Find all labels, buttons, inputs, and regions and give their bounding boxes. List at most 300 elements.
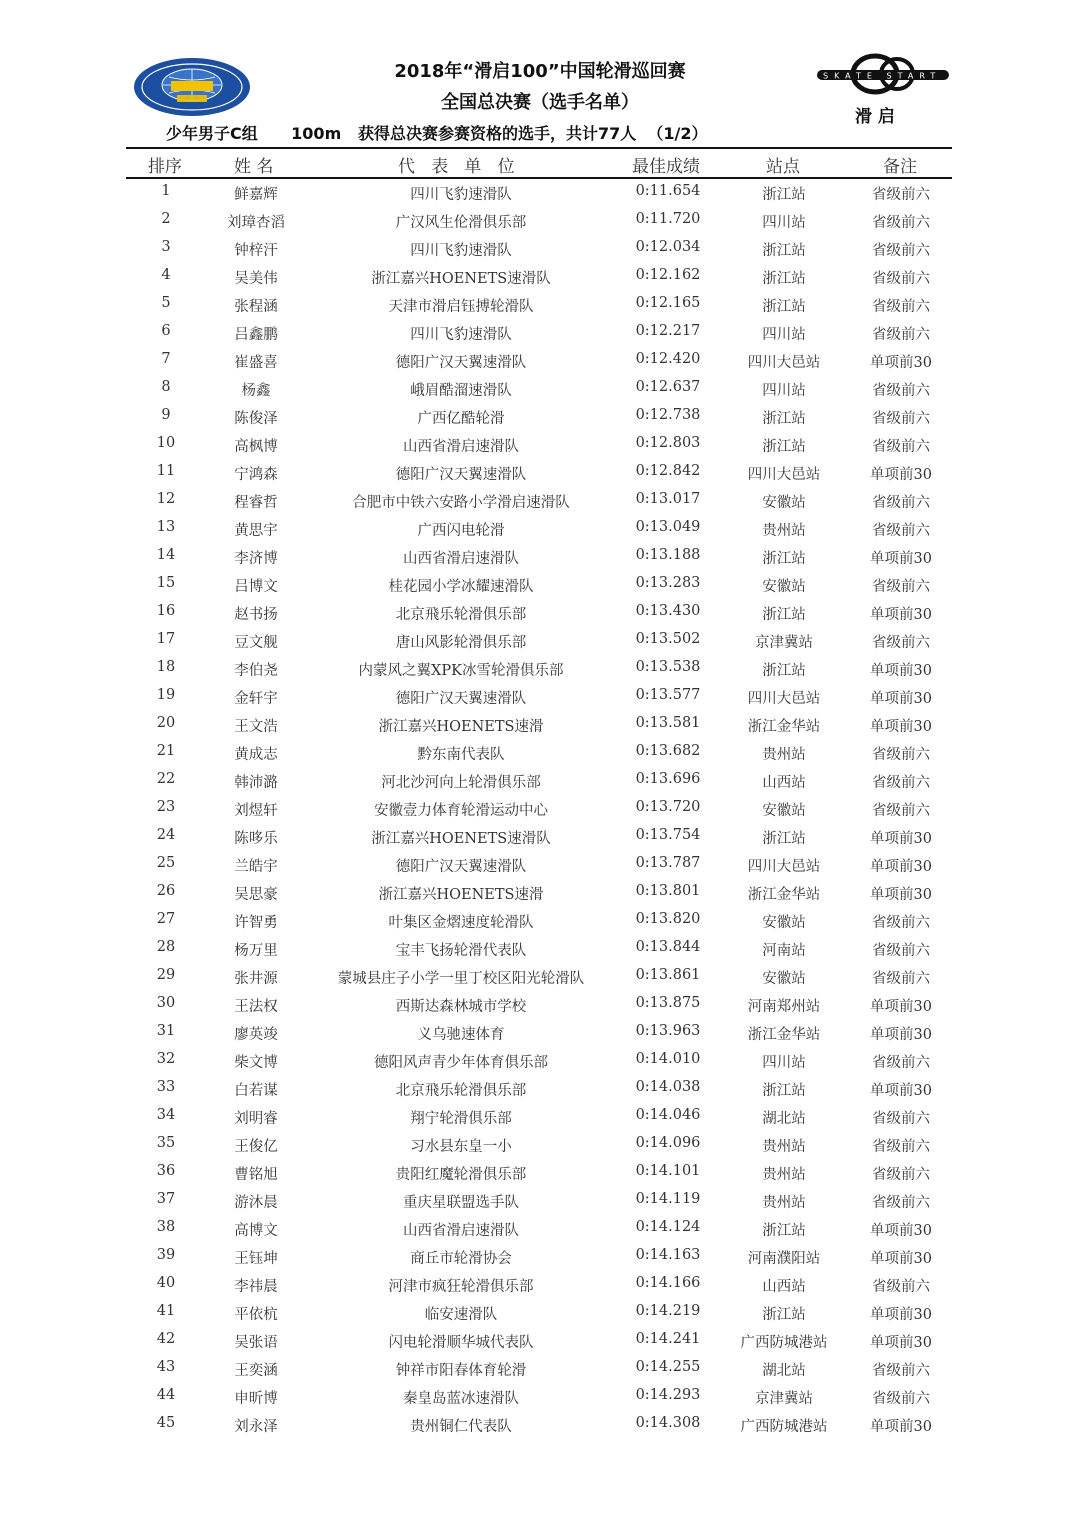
table-row <box>126 346 952 374</box>
cell-station: 浙江金华站 <box>747 719 821 735</box>
cell-time: 0:14.010 <box>635 1051 701 1067</box>
table-row <box>126 1018 952 1046</box>
cell-team: 广西亿酷轮滑 <box>417 411 505 427</box>
cell-name: 陈俊泽 <box>234 411 278 427</box>
cell-team: 安徽壹力体育轮滑运动中心 <box>374 803 548 819</box>
table-row <box>126 906 952 934</box>
cell-name: 张井源 <box>234 971 278 987</box>
cell-station: 广西防城港站 <box>740 1335 828 1351</box>
cell-team: 桂花园小学冰耀速滑队 <box>388 579 534 595</box>
cell-time: 0:14.096 <box>635 1135 701 1151</box>
cell-rank: 21 <box>156 743 176 759</box>
cell-station: 广西防城港站 <box>740 1419 828 1435</box>
cell-team: 重庆星联盟选手队 <box>403 1195 519 1211</box>
cell-team: 山西省滑启速滑队 <box>403 1223 519 1239</box>
cell-name: 王钰坤 <box>234 1251 278 1267</box>
cell-name: 程睿哲 <box>234 495 278 511</box>
table-row <box>126 430 952 458</box>
table-row <box>126 1102 952 1130</box>
cell-note: 省级前六 <box>872 971 930 987</box>
cell-name: 杨鑫 <box>241 383 271 399</box>
table-row <box>126 1214 952 1242</box>
cell-station: 浙江金华站 <box>747 1027 821 1043</box>
cell-note: 单项前30 <box>870 355 932 371</box>
cell-team: 四川飞豹速滑队 <box>410 243 512 259</box>
table-row <box>126 766 952 794</box>
cell-note: 单项前30 <box>870 607 932 623</box>
cell-time: 0:13.875 <box>635 995 701 1011</box>
cell-rank: 16 <box>156 603 176 619</box>
cell-station: 贵州站 <box>762 1195 806 1211</box>
cell-station: 河南站 <box>762 943 806 959</box>
cell-station: 四川大邑站 <box>747 467 821 483</box>
cell-name: 廖英竣 <box>234 1027 278 1043</box>
cell-rank: 5 <box>161 295 171 311</box>
cell-team: 贵州铜仁代表队 <box>410 1419 512 1435</box>
cell-station: 贵州站 <box>762 1167 806 1183</box>
cell-name: 游沐晨 <box>234 1195 278 1211</box>
cell-rank: 42 <box>156 1331 176 1347</box>
cell-name: 吴张语 <box>234 1335 278 1351</box>
cell-rank: 17 <box>156 631 176 647</box>
cell-team: 钟祥市阳春体育轮滑 <box>395 1363 527 1379</box>
cell-name: 金轩宇 <box>234 691 278 707</box>
cell-note: 省级前六 <box>872 635 930 651</box>
cell-name: 刘璋杏滔 <box>227 215 285 231</box>
header-rank: 排序 <box>148 157 182 177</box>
cell-name: 兰皓宇 <box>234 859 278 875</box>
cell-station: 浙江站 <box>762 439 806 455</box>
cell-name: 豆文舰 <box>234 635 278 651</box>
cell-team: 秦皇岛蓝冰速滑队 <box>403 1391 519 1407</box>
cell-station: 京津冀站 <box>755 635 813 651</box>
cell-time: 0:14.038 <box>635 1079 701 1095</box>
cell-name: 刘明睿 <box>234 1111 278 1127</box>
cell-rank: 19 <box>156 687 176 703</box>
cell-rank: 3 <box>161 239 171 255</box>
cell-station: 浙江站 <box>762 187 806 203</box>
table-row <box>126 290 952 318</box>
cell-rank: 32 <box>156 1051 176 1067</box>
cell-team: 河北沙河向上轮滑俱乐部 <box>381 775 541 791</box>
cell-time: 0:13.538 <box>635 659 701 675</box>
cell-time: 0:12.165 <box>635 295 701 311</box>
cell-note: 单项前30 <box>870 719 932 735</box>
cell-name: 赵书扬 <box>234 607 278 623</box>
cell-team: 天津市滑启钰搏轮滑队 <box>388 299 534 315</box>
cell-team: 广汉风生伦滑俱乐部 <box>395 215 527 231</box>
cell-note: 省级前六 <box>872 1055 930 1071</box>
cell-time: 0:14.241 <box>635 1331 701 1347</box>
cell-rank: 35 <box>156 1135 176 1151</box>
cell-team: 峨眉酷溜速滑队 <box>410 383 512 399</box>
cell-rank: 25 <box>156 855 176 871</box>
cell-name: 宁鸿森 <box>234 467 278 483</box>
cell-rank: 10 <box>156 435 176 451</box>
cell-name: 吕博文 <box>234 579 278 595</box>
cell-team: 习水县东皇一小 <box>410 1139 512 1155</box>
cell-rank: 45 <box>156 1415 176 1431</box>
group-info: 少年男子C组 100m 获得总决赛参赛资格的选手，共计77人 （1/2） <box>166 124 708 143</box>
document-subtitle-title: 全国总决赛（选手名单） <box>441 92 639 113</box>
cell-rank: 24 <box>156 827 176 843</box>
cell-station: 湖北站 <box>762 1363 806 1379</box>
skate-start-emblem-icon <box>815 52 951 96</box>
cell-rank: 20 <box>156 715 176 731</box>
cell-time: 0:13.963 <box>635 1023 701 1039</box>
cell-note: 单项前30 <box>870 1223 932 1239</box>
cell-station: 浙江站 <box>762 551 806 567</box>
header-name: 姓 名 <box>234 157 274 177</box>
cell-station: 浙江站 <box>762 1083 806 1099</box>
participant-table <box>126 178 952 1438</box>
cell-name: 白若谋 <box>234 1083 278 1099</box>
cell-team: 北京飛乐轮滑俱乐部 <box>395 1083 527 1099</box>
cell-time: 0:12.420 <box>635 351 701 367</box>
cell-note: 单项前30 <box>870 467 932 483</box>
cell-note: 省级前六 <box>872 327 930 343</box>
table-row <box>126 178 952 206</box>
cell-note: 省级前六 <box>872 271 930 287</box>
cell-team: 浙江嘉兴HOENETS速滑队 <box>371 271 551 287</box>
cell-name: 李伯尧 <box>234 663 278 679</box>
cell-team: 山西省滑启速滑队 <box>403 551 519 567</box>
cell-time: 0:13.430 <box>635 603 701 619</box>
cell-note: 省级前六 <box>872 439 930 455</box>
cell-note: 省级前六 <box>872 495 930 511</box>
cell-time: 0:13.017 <box>635 491 701 507</box>
cell-time: 0:14.308 <box>635 1415 701 1431</box>
cell-rank: 15 <box>156 575 176 591</box>
cell-team: 河津市疯狂轮滑俱乐部 <box>388 1279 534 1295</box>
cell-team: 四川飞豹速滑队 <box>410 327 512 343</box>
table-row <box>126 262 952 290</box>
cell-time: 0:13.682 <box>635 743 701 759</box>
cell-station: 浙江站 <box>762 607 806 623</box>
cell-team: 西斯达森林城市学校 <box>395 999 527 1015</box>
cell-station: 浙江站 <box>762 411 806 427</box>
cell-time: 0:13.581 <box>635 715 701 731</box>
cell-rank: 36 <box>156 1163 176 1179</box>
cell-rank: 33 <box>156 1079 176 1095</box>
cell-note: 单项前30 <box>870 1419 932 1435</box>
cell-time: 0:14.166 <box>635 1275 701 1291</box>
cell-note: 单项前30 <box>870 1307 932 1323</box>
cell-rank: 8 <box>161 379 171 395</box>
cell-name: 刘煜轩 <box>234 803 278 819</box>
cell-team: 德阳广汉天翼速滑队 <box>395 355 527 371</box>
cell-note: 省级前六 <box>872 803 930 819</box>
table-row <box>126 1074 952 1102</box>
cell-note: 单项前30 <box>870 1251 932 1267</box>
cell-time: 0:12.034 <box>635 239 701 255</box>
cell-station: 四川大邑站 <box>747 355 821 371</box>
cell-station: 安徽站 <box>762 495 806 511</box>
header-team: 代 表 单 位 <box>398 157 515 177</box>
table-row <box>126 234 952 262</box>
cell-note: 省级前六 <box>872 1195 930 1211</box>
table-row <box>126 654 952 682</box>
cell-rank: 30 <box>156 995 176 1011</box>
cell-note: 单项前30 <box>870 1335 932 1351</box>
cell-note: 省级前六 <box>872 943 930 959</box>
cell-note: 单项前30 <box>870 859 932 875</box>
cell-note: 省级前六 <box>872 299 930 315</box>
cell-station: 四川站 <box>762 1055 806 1071</box>
table-row <box>126 682 952 710</box>
cell-name: 申昕博 <box>234 1391 278 1407</box>
table-row <box>126 962 952 990</box>
skate-start-logo <box>815 52 951 127</box>
cell-team: 德阳广汉天翼速滑队 <box>395 467 527 483</box>
table-row <box>126 514 952 542</box>
table-header <box>126 150 952 178</box>
table-row <box>126 1046 952 1074</box>
cell-team: 广西闪电轮滑 <box>417 523 505 539</box>
cell-time: 0:13.787 <box>635 855 701 871</box>
cell-rank: 34 <box>156 1107 176 1123</box>
cell-station: 安徽站 <box>762 803 806 819</box>
cell-time: 0:14.255 <box>635 1359 701 1375</box>
cell-name: 高枫博 <box>234 439 278 455</box>
table-row <box>126 206 952 234</box>
cell-rank: 14 <box>156 547 176 563</box>
cell-time: 0:13.577 <box>635 687 701 703</box>
cell-time: 0:13.720 <box>635 799 701 815</box>
cell-name: 许智勇 <box>234 915 278 931</box>
table-row <box>126 738 952 766</box>
cell-rank: 31 <box>156 1023 176 1039</box>
cell-station: 四川站 <box>762 383 806 399</box>
cell-name: 吴思豪 <box>234 887 278 903</box>
cell-station: 浙江站 <box>762 1307 806 1323</box>
cell-station: 浙江金华站 <box>747 887 821 903</box>
cell-rank: 39 <box>156 1247 176 1263</box>
cell-station: 安徽站 <box>762 915 806 931</box>
cell-station: 浙江站 <box>762 831 806 847</box>
cell-time: 0:14.119 <box>635 1191 701 1207</box>
cell-note: 省级前六 <box>872 775 930 791</box>
cell-team: 浙江嘉兴HOENETS速滑 <box>378 719 544 735</box>
cell-station: 安徽站 <box>762 579 806 595</box>
table-row <box>126 1130 952 1158</box>
cell-note: 省级前六 <box>872 215 930 231</box>
cell-name: 刘永泽 <box>234 1419 278 1435</box>
cell-name: 高博文 <box>234 1223 278 1239</box>
cell-team: 浙江嘉兴HOENETS速滑 <box>378 887 544 903</box>
cell-name: 黄成志 <box>234 747 278 763</box>
cell-time: 0:14.124 <box>635 1219 701 1235</box>
cell-name: 韩沛潞 <box>234 775 278 791</box>
cell-time: 0:11.654 <box>635 183 701 199</box>
cell-team: 义乌驰速体育 <box>417 1027 505 1043</box>
cell-time: 0:12.803 <box>635 435 701 451</box>
cell-station: 浙江站 <box>762 271 806 287</box>
cell-rank: 40 <box>156 1275 176 1291</box>
cell-rank: 38 <box>156 1219 176 1235</box>
cell-time: 0:14.046 <box>635 1107 701 1123</box>
cell-time: 0:13.801 <box>635 883 701 899</box>
table-row <box>126 402 952 430</box>
logo-chinese-text: 滑 启 <box>855 107 895 127</box>
cell-station: 山西站 <box>762 1279 806 1295</box>
cell-station: 贵州站 <box>762 1139 806 1155</box>
cell-time: 0:12.842 <box>635 463 701 479</box>
table-row <box>126 934 952 962</box>
table-row <box>126 822 952 850</box>
cell-station: 贵州站 <box>762 523 806 539</box>
cell-note: 省级前六 <box>872 1363 930 1379</box>
cell-rank: 2 <box>161 211 171 227</box>
cell-note: 单项前30 <box>870 551 932 567</box>
cell-team: 黔东南代表队 <box>417 747 505 763</box>
cell-note: 省级前六 <box>872 187 930 203</box>
cell-rank: 23 <box>156 799 176 815</box>
cell-time: 0:13.283 <box>635 575 701 591</box>
cell-team: 德阳广汉天翼速滑队 <box>395 691 527 707</box>
table-row <box>126 626 952 654</box>
cell-rank: 22 <box>156 771 176 787</box>
cell-note: 省级前六 <box>872 1139 930 1155</box>
cell-time: 0:11.720 <box>635 211 701 227</box>
table-row <box>126 850 952 878</box>
cell-team: 浙江嘉兴HOENETS速滑队 <box>371 831 551 847</box>
cell-team: 山西省滑启速滑队 <box>403 439 519 455</box>
table-row <box>126 710 952 738</box>
cell-team: 德阳风声青少年体育俱乐部 <box>374 1055 548 1071</box>
cell-name: 陈哆乐 <box>234 831 278 847</box>
cell-name: 李祎晨 <box>234 1279 278 1295</box>
cell-station: 四川大邑站 <box>747 859 821 875</box>
cell-note: 单项前30 <box>870 831 932 847</box>
cell-name: 吕鑫鹏 <box>234 327 278 343</box>
cell-rank: 13 <box>156 519 176 535</box>
cell-team: 临安速滑队 <box>424 1307 498 1323</box>
cell-note: 省级前六 <box>872 1111 930 1127</box>
table-row <box>126 990 952 1018</box>
cell-name: 杨万里 <box>234 943 278 959</box>
cell-name: 李济博 <box>234 551 278 567</box>
cell-time: 0:13.696 <box>635 771 701 787</box>
cell-rank: 9 <box>161 407 171 423</box>
cell-note: 单项前30 <box>870 691 932 707</box>
cell-station: 浙江站 <box>762 243 806 259</box>
cell-team: 叶集区金熠速度轮滑队 <box>388 915 534 931</box>
cell-time: 0:12.738 <box>635 407 701 423</box>
table-row <box>126 1354 952 1382</box>
cell-rank: 41 <box>156 1303 176 1319</box>
cell-time: 0:13.502 <box>635 631 701 647</box>
cell-time: 0:14.101 <box>635 1163 701 1179</box>
cell-time: 0:13.188 <box>635 547 701 563</box>
cell-station: 河南郑州站 <box>747 999 821 1015</box>
cell-rank: 6 <box>161 323 171 339</box>
table-row <box>126 1158 952 1186</box>
cell-name: 吴美伟 <box>234 271 278 287</box>
cell-note: 省级前六 <box>872 579 930 595</box>
cell-station: 四川大邑站 <box>747 691 821 707</box>
cell-station: 安徽站 <box>762 971 806 987</box>
cell-name: 钟梓汗 <box>234 243 278 259</box>
cell-rank: 26 <box>156 883 176 899</box>
table-row <box>126 1270 952 1298</box>
cell-time: 0:12.162 <box>635 267 701 283</box>
header-station: 站点 <box>766 157 800 177</box>
cell-station: 浙江站 <box>762 1223 806 1239</box>
cell-rank: 28 <box>156 939 176 955</box>
cell-name: 王法权 <box>234 999 278 1015</box>
cell-time: 0:12.637 <box>635 379 701 395</box>
cell-time: 0:13.861 <box>635 967 701 983</box>
cell-name: 鲜嘉辉 <box>234 187 278 203</box>
cell-rank: 44 <box>156 1387 176 1403</box>
cell-note: 单项前30 <box>870 887 932 903</box>
cell-time: 0:13.754 <box>635 827 701 843</box>
table-row <box>126 1298 952 1326</box>
cell-team: 北京飛乐轮滑俱乐部 <box>395 607 527 623</box>
cell-rank: 1 <box>161 183 171 199</box>
cell-note: 省级前六 <box>872 411 930 427</box>
cell-rank: 4 <box>161 267 171 283</box>
cell-name: 张程涵 <box>234 299 278 315</box>
table-row <box>126 318 952 346</box>
cell-name: 平依杭 <box>234 1307 278 1323</box>
table-row <box>126 1382 952 1410</box>
cell-team: 四川飞豹速滑队 <box>410 187 512 203</box>
cell-time: 0:13.844 <box>635 939 701 955</box>
cell-name: 黄思宇 <box>234 523 278 539</box>
table-row <box>126 374 952 402</box>
cell-time: 0:14.293 <box>635 1387 701 1403</box>
cell-time: 0:13.049 <box>635 519 701 535</box>
cell-time: 0:14.163 <box>635 1247 701 1263</box>
table-row <box>126 542 952 570</box>
table-row <box>126 1186 952 1214</box>
cell-note: 省级前六 <box>872 1167 930 1183</box>
skate-start-text: SKATE START <box>823 71 942 81</box>
cell-time: 0:13.820 <box>635 911 701 927</box>
cell-note: 单项前30 <box>870 663 932 679</box>
cell-note: 省级前六 <box>872 1279 930 1295</box>
cell-team: 翔宁轮滑俱乐部 <box>410 1111 512 1127</box>
cell-note: 省级前六 <box>872 1391 930 1407</box>
cell-name: 王文浩 <box>234 719 278 735</box>
table-row <box>126 1410 952 1438</box>
cell-team: 宝丰飞扬轮滑代表队 <box>395 943 527 959</box>
table-row <box>126 1326 952 1354</box>
cell-station: 四川站 <box>762 327 806 343</box>
cell-note: 单项前30 <box>870 999 932 1015</box>
cell-note: 单项前30 <box>870 1083 932 1099</box>
cell-station: 山西站 <box>762 775 806 791</box>
cell-note: 省级前六 <box>872 383 930 399</box>
table-row <box>126 598 952 626</box>
cell-station: 浙江站 <box>762 299 806 315</box>
header-note: 备注 <box>883 157 917 177</box>
cell-time: 0:12.217 <box>635 323 701 339</box>
cell-team: 合肥市中铁六安路小学滑启速滑队 <box>352 495 570 511</box>
table-row <box>126 458 952 486</box>
cell-name: 曹铭旭 <box>234 1167 278 1183</box>
cell-team: 闪电轮滑顺华城代表队 <box>388 1335 534 1351</box>
cell-name: 崔盛喜 <box>234 355 278 371</box>
cell-rank: 29 <box>156 967 176 983</box>
cell-note: 省级前六 <box>872 747 930 763</box>
cell-team: 商丘市轮滑协会 <box>410 1251 512 1267</box>
cell-station: 湖北站 <box>762 1111 806 1127</box>
cell-rank: 43 <box>156 1359 176 1375</box>
cell-rank: 7 <box>161 351 171 367</box>
